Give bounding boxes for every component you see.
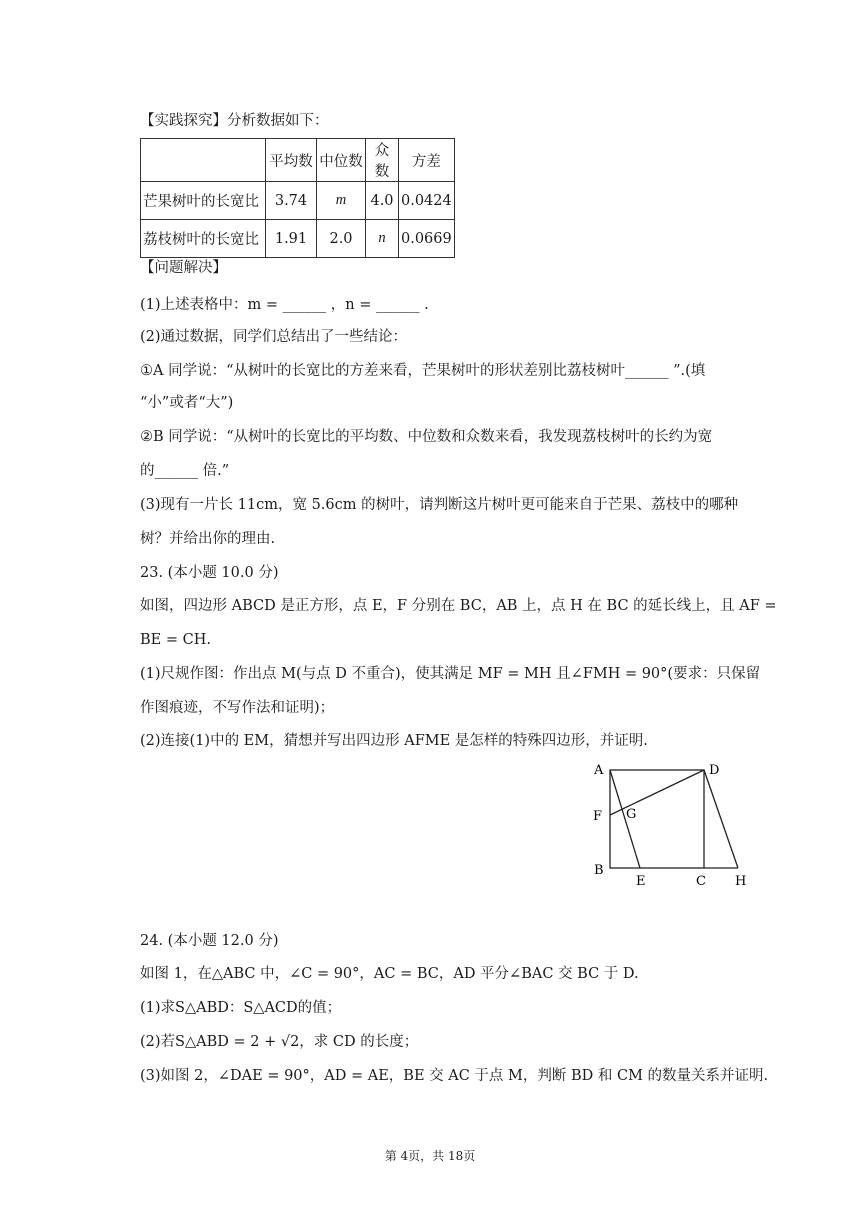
label-H: H xyxy=(735,874,747,889)
data-table xyxy=(140,138,455,258)
q24-part2: (2)若S△ABD = 2 + √2，求 CD 的长度； xyxy=(140,1034,419,1050)
problem-heading: 【问题解决】 xyxy=(140,260,227,276)
q23-text-line1: 如图，四边形 ABCD 是正方形，点 E，F 分别在 BC，AB 上，点 H 在 BC 的延长线上，且 AF = xyxy=(140,598,777,614)
table-cell: 1.91 xyxy=(266,220,317,258)
table-cell: m xyxy=(317,182,366,220)
q24-part3: (3)如图 2，∠DAE = 90°，AD = AE，BE 交 AC 于点 M，判断 BD 和 CM 的数量关系并证明. xyxy=(140,1068,769,1084)
label-E: E xyxy=(636,874,646,889)
q22-part2: (2)通过数据，同学们总结出了一些结论： xyxy=(140,329,408,345)
q22-part2a-line2: “小”或者“大”) xyxy=(140,395,234,411)
label-C: C xyxy=(696,874,706,889)
q23-text-line2: BE = CH. xyxy=(140,632,211,648)
table-row xyxy=(141,220,455,258)
label-F: F xyxy=(593,809,603,824)
label-G: G xyxy=(626,807,637,822)
q22-part2b-line2: 的______ 倍.” xyxy=(140,463,230,479)
table-cell: 0.0669 xyxy=(399,220,455,258)
label-D: D xyxy=(709,763,720,778)
table-header-cell: 众数 xyxy=(366,139,399,182)
table-cell: 2.0 xyxy=(317,220,366,258)
q22-part2a-line1: ①A 同学说：“从树叶的长宽比的方差来看，芒果树叶的形状差别比荔枝树叶______ ”.(填 xyxy=(140,363,706,379)
q23-part1-line1: (1)尺规作图：作出点 M(与点 D 不重合)，使其满足 MF = MH 且∠FMH = 90°(要求：只保留 xyxy=(140,666,761,682)
table-header-cell: 平均数 xyxy=(266,139,317,182)
q22-part2b-line1: ②B 同学说：“从树叶的长宽比的平均数、中位数和众数来看，我发现荔枝树叶的长约为宽 xyxy=(140,429,713,445)
q22-part3-line2: 树？并给出你的理由. xyxy=(140,531,276,547)
square-figure xyxy=(588,758,758,893)
practice-heading: 【实践探究】分析数据如下： xyxy=(140,113,329,129)
table-cell: n xyxy=(366,220,399,258)
table-header-row xyxy=(141,139,455,182)
table-cell: 荔枝树叶的长宽比 xyxy=(141,220,266,258)
label-B: B xyxy=(594,863,604,878)
table-cell: 芒果树叶的长宽比 xyxy=(141,182,266,220)
table-cell: 3.74 xyxy=(266,182,317,220)
q23-header: 23. (本小题 10.0 分) xyxy=(140,565,279,581)
q22-part1: (1)上述表格中：m = ______ ，n = ______ . xyxy=(140,297,429,313)
q24-intro: 如图 1，在△ABC 中，∠C = 90°，AC = BC，AD 平分∠BAC 交 BC 于 D. xyxy=(140,966,639,982)
table-header-cell xyxy=(141,139,266,182)
q24-part1: (1)求S△ABD：S△ACD的值； xyxy=(140,1000,342,1016)
table-row xyxy=(141,182,455,220)
table-cell: 4.0 xyxy=(366,182,399,220)
q22-part3-line1: (3)现有一片长 11cm，宽 5.6cm 的树叶，请判断这片树叶更可能来自于芒果、荔枝中的哪种 xyxy=(140,497,739,513)
q23-part1-line2: 作图痕迹，不写作法和证明)； xyxy=(140,700,335,716)
table-cell: 0.0424 xyxy=(399,182,455,220)
page-footer: 第 4页，共 18页 xyxy=(384,1149,476,1163)
label-A: A xyxy=(594,763,604,778)
q23-part2: (2)连接(1)中的 EM，猜想并写出四边形 AFME 是怎样的特殊四边形，并证明. xyxy=(140,733,648,749)
table-header-cell: 方差 xyxy=(399,139,455,182)
q24-header: 24. (本小题 12.0 分) xyxy=(140,933,279,949)
table-header-cell: 中位数 xyxy=(317,139,366,182)
